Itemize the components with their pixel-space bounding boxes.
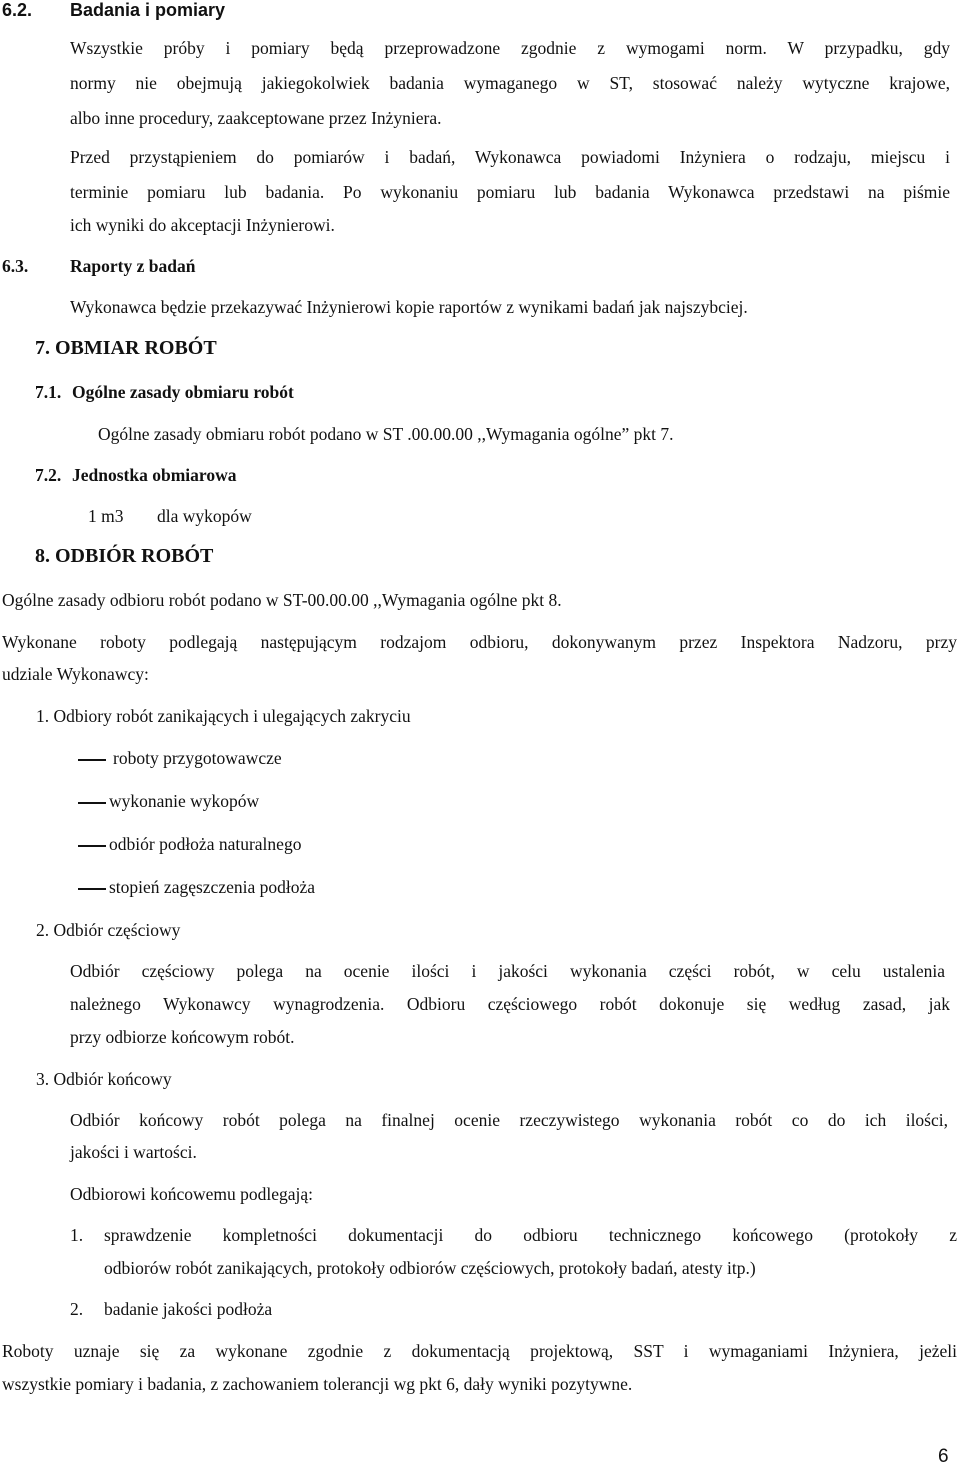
dash-list-item: stopień zagęszczenia podłoża [109, 877, 316, 897]
paragraph-line: Roboty uznaje się za wykonane zgodnie z dokumentacją projektową, SST i wymaganiami Inżyniera, jeżeli [2, 1341, 957, 1361]
paragraph-line: Ogólne zasady odbioru robót podano w ST-00.00.00 ,,Wymagania ogólne pkt 8. [2, 590, 562, 610]
paragraph-line: jakości i wartości. [70, 1142, 197, 1162]
dash-bullet [78, 802, 106, 804]
unit-description: dla wykopów [157, 506, 252, 526]
list-item-heading: 1. Odbiory robót zanikających i ulegających zakryciu [36, 706, 411, 726]
numbered-list-line: odbiorów robót zanikających, protokoły odbiorów częściowych, protokoły badań, atesty itp.) [104, 1258, 756, 1278]
paragraph-line: Odbiór końcowy robót polega na finalnej ocenie rzeczywistego wykonania robót co do ich ilości, [70, 1110, 948, 1130]
paragraph-line: udziale Wykonawcy: [2, 664, 149, 684]
unit-value: 1 m3 [88, 506, 124, 526]
paragraph-line: Odbiór częściowy polega na ocenie ilości i jakości wykonania części robót, w celu ustalenia [70, 961, 945, 981]
numbered-list-line: sprawdzenie kompletności dokumentacji do odbioru technicznego końcowego (protokoły z [104, 1225, 957, 1245]
page-number: 6 [938, 1446, 949, 1467]
section-number: 7.2. [35, 465, 62, 485]
paragraph-line: Wykonane roboty podlegają następującym rodzajom odbioru, dokonywanym przez Inspektora Nadzoru, przy [2, 632, 957, 652]
paragraph-line: Przed przystąpieniem do pomiarów i badań, Wykonawca powiadomi Inżyniera o rodzaju, miejscu i [70, 147, 950, 167]
paragraph-line: przy odbiorze końcowym robót. [70, 1027, 295, 1047]
numbered-list-marker: 1. [70, 1225, 84, 1245]
paragraph-line: Odbiorowi końcowemu podlegają: [70, 1184, 314, 1204]
list-item-heading: 3. Odbiór końcowy [36, 1069, 172, 1089]
dash-list-item: wykonanie wykopów [109, 791, 260, 811]
section-number: 7.1. [35, 382, 62, 402]
dash-bullet [78, 845, 106, 847]
paragraph-line: wszystkie pomiary i badania, z zachowaniem tolerancji wg pkt 6, dały wyniki pozytywne. [2, 1374, 633, 1394]
dash-bullet [78, 759, 106, 761]
numbered-list-line: badanie jakości podłoża [104, 1299, 273, 1319]
paragraph-line: albo inne procedury, zaakceptowane przez Inżyniera. [70, 108, 442, 128]
paragraph-line: Wszystkie próby i pomiary będą przeprowadzone zgodnie z wymogami norm. W przypadku, gdy [70, 38, 950, 58]
section-title: Jednostka obmiarowa [72, 465, 237, 485]
chapter-heading: 7. OBMIAR ROBÓT [35, 337, 217, 359]
section-title: Badania i pomiary [70, 0, 226, 20]
paragraph-line: Wykonawca będzie przekazywać Inżynierowi kopie raportów z wynikami badań jak najszybciej. [70, 297, 748, 317]
dash-list-item: robоty przygotowawcze [113, 748, 282, 768]
paragraph-line: terminie pomiaru lub badania. Po wykonaniu pomiaru lub badania Wykonawca przedstawi na piśmie [70, 182, 950, 202]
section-number: 6.2. [2, 0, 33, 20]
numbered-list-marker: 2. [70, 1299, 84, 1319]
section-title: Ogólne zasady obmiaru robót [72, 382, 294, 402]
chapter-heading: 8. ODBIÓR ROBÓT [35, 545, 214, 567]
section-number: 6.3. [2, 256, 29, 276]
dash-bullet [78, 888, 106, 890]
paragraph-line: normy nie obejmują jakiegokolwiek badania wymaganego w ST, stosować należy wytyczne krajowe, [70, 73, 950, 93]
dash-list-item: odbiór podłoża naturalnego [109, 834, 302, 854]
paragraph-line: Ogólne zasady obmiaru robót podano w ST .00.00.00 ,,Wymagania ogólne” pkt 7. [98, 424, 674, 444]
list-item-heading: 2. Odbiór częściowy [36, 920, 181, 940]
section-title: Raporty z badań [70, 256, 196, 276]
paragraph-line: należnego Wykonawcy wynagrodzenia. Odbioru częściowego robót dokonuje się według zasad, jak [70, 994, 950, 1014]
paragraph-line: ich wyniki do akceptacji Inżynierowi. [70, 215, 335, 235]
